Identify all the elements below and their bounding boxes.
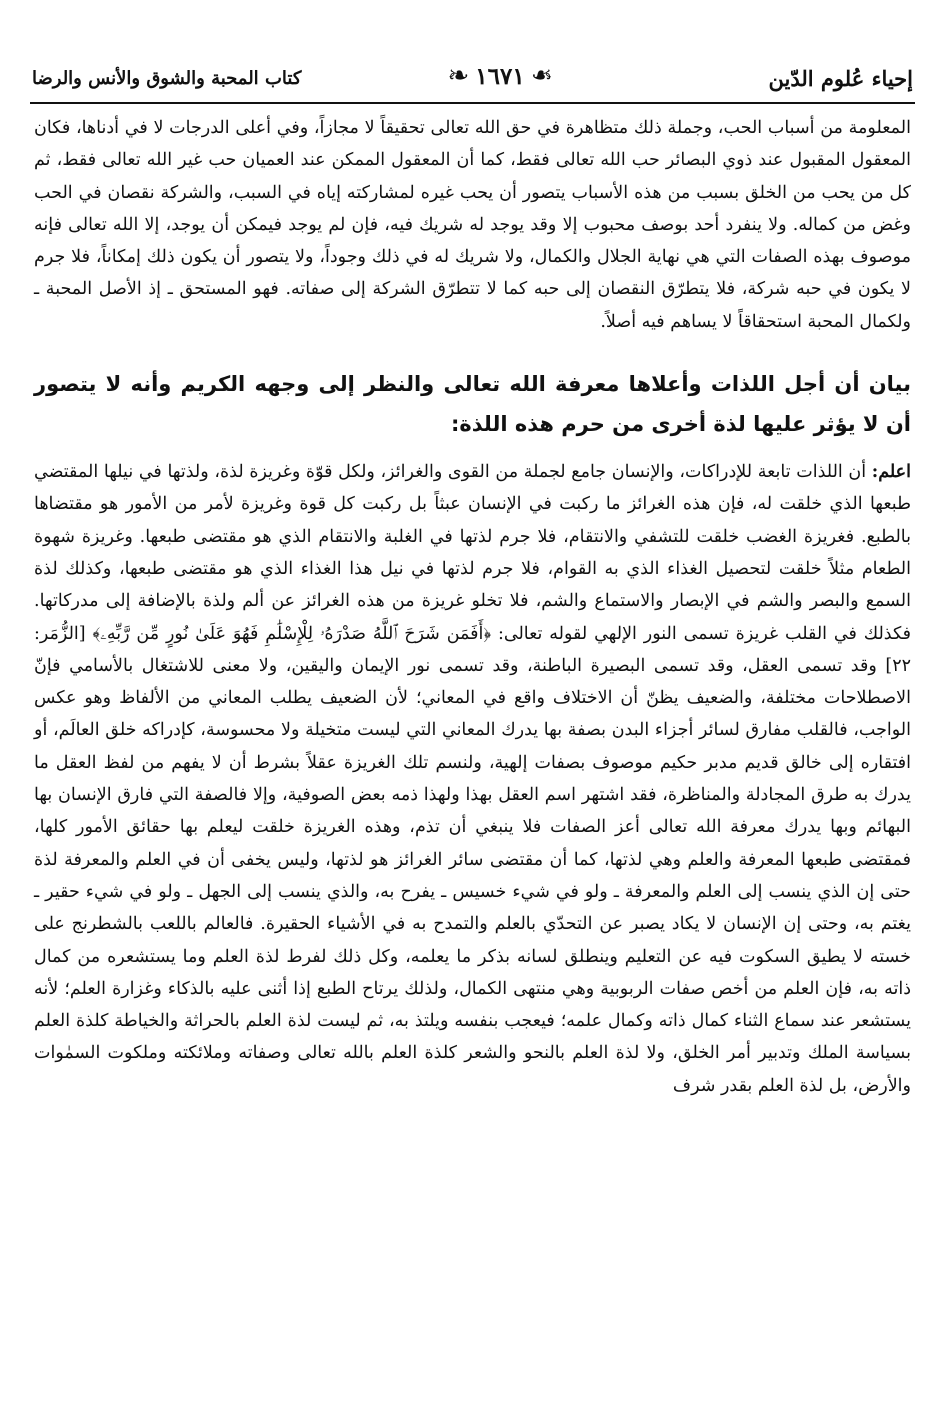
- page-number-block: [430, 56, 570, 96]
- paragraph-2-lead: اعلم:: [871, 462, 911, 483]
- page-body: [34, 112, 911, 1102]
- section-heading: بيان أن أجل اللذات وأعلاها معرفة الله تعالى والنظر إلى وجهه الكريم وأنه لا يتصور أن لا يؤثر عليها لذة أخرى من حرم هذه اللذة:: [34, 372, 911, 437]
- paragraph-2: [34, 456, 911, 1102]
- ornament-right-icon: ❧: [447, 61, 470, 91]
- section-title: كتاب المحبة والشوق والأنس والرضا: [32, 68, 302, 89]
- paragraph-2-text: أن اللذات تابعة للإدراكات، والإنسان جامع لجملة من القوى والغرائز، ولكل قوّة وغريزة لذة، ولذتها في نيلها المقتضي طبعها الذي خلقت له، فإن هذه الغرائز ما ركبت في الإنسان عبثاً بل ركبت كل قوة وغريزة لأمر من الأمور هو مقتضاها بالطبع. فغريزة الغضب خلقت للتشفي والانتقام، فلا جرم لذتها في الغلبة والانتقام الذي هو مقتضى طبعها. وغريزة شهوة الطعام مثلاً خلقت لتحصيل الغذاء الذي به القوام، فلا جرم لذتها في نيل هذا الغذاء الذي هو مقتضى طبعها، وكذلك لذة السمع والبصر والشم في الإبصار والاستماع والشم، فلا تخلو غريزة من هذه الغرائز عن ألم ولذة بالإضافة إلى مدركاتها. فكذلك في القلب غريزة تسمى النور الإلهي لقوله تعالى: ﴿أَفَمَن شَرَحَ ٱللَّهُ صَدْرَهُۥ لِلْإِسْلَٰمِ فَهُوَ عَلَىٰ نُورٍ مِّن رَّبِّهِۦ﴾ [الزُّمَر: ٢٢] وقد تسمى العقل، وقد تسمى البصيرة الباطنة، وقد تسمى نور الإيمان واليقين، ولا معنى للاشتغال بالأسامي فإنّ الاصطلاحات مختلفة، والضعيف يظنّ أن الاختلاف واقع في المعاني؛ لأن الضعيف يطلب المعاني من الألفاظ وهو عكس الواجب، فالقلب مفارق لسائر أجزاء البدن بصفة بها يدرك المعاني التي ليست متخيلة ولا محسوسة، كإدراكه خلق العالَم، أو افتقاره إلى خالق قديم مدبر حكيم موصوف بصفات إلهية، ولنسم تلك الغريزة عقلاً بشرط أن لا يفهم من لفظ العقل ما يدرك به طرق المجادلة والمناظرة، فقد اشتهر اسم العقل بهذا ولهذا ذمه بعض الصوفية، وإلا فالصفة التي فارق الإنسان بها البهائم وبها يدرك معرفة الله تعالى أعز الصفات فلا ينبغي أن تذم، وهذه الغريزة خلقت ليعلم بها حقائق الأمور كلها، فمقتضى طبعها المعرفة والعلم وهي لذتها، كما أن مقتضى سائر الغرائز هو لذتها، وليس يخفى أن في العلم والمعرفة لذة حتى إن الذي ينسب إلى العلم والمعرفة ـ ولو في شيء خسيس ـ يفرح به، والذي ينسب إلى الجهل ـ ولو في شيء حقير ـ يغتم به، وحتى إن الإنسان لا يكاد يصبر عن التحدّي بالعلم والتمدح به في الأشياء الحقيرة. فالعالم باللعب بالشطرنج على خسته لا يطيق السكوت فيه عن التعليم وينطلق لسانه بذكر ما يعلمه، وكل ذلك لفرط لذة العلم وما يستشعره من كمال ذاته به، فإن العلم من أخص صفات الربوبية وهي منتهى الكمال، ولذلك يرتاح الطبع إذا أثنى عليه بالذكاء وغزارة العلم؛ لأنه يستشعر عند سماع الثناء كمال ذاته وكمال علمه؛ فيعجب بنفسه ويلتذ به، ثم ليست لذة العلم بالحراثة والخياطة كلذة العلم بسياسة الملك وتدبير أمر الخلق، ولا لذة العلم بالنحو والشعر كلذة العلم بالله تعالى وصفاته وملائكته وملكوت السمٰوات والأرض، بل لذة العلم بقدر شرف: [34, 462, 911, 1096]
- book-title: إحياء عُلوم الدّين: [768, 66, 913, 91]
- paragraph-1: المعلومة من أسباب الحب، وجملة ذلك متظاهرة في حق الله تعالى تحقيقاً لا مجازاً، وفي أعلى الدرجات لا في أدناها، فكان المعقول المقبول عند ذوي البصائر حب الله تعالى فقط، كما أن المعقول الممكن عند العميان حب غير الله تعالى فقط، ثم كل من يحب من الخلق بسبب من هذه الأسباب يتصور أن يحب غيره لمشاركته إياه في السبب، والشركة نقصان في الحب وغض من كماله. ولا ينفرد أحد بوصف محبوب إلا وقد يوجد له شريك فيه، فإن لم يوجد فيمكن أن يوجد، إلا الله تعالى فإنه موصوف بهذه الصفات التي هي نهاية الجلال والكمال، ولا شريك له في ذلك وجوداً، ولا يتصور أن يكون ذلك إمكاناً، فلا جرم لا يكون في حبه شركة، فلا يتطرّق النقصان إلى حبه كما لا تتطرّق الشركة إلى صفاته. فهو المستحق ـ إذ الأصل المحبة ـ ولكمال المحبة استحقاقاً لا يساهم فيه أصلاً.: [34, 118, 911, 332]
- ornament-left-icon: ❧: [530, 61, 553, 91]
- page-header: [30, 52, 915, 104]
- page-number: ١٦٧١: [475, 62, 525, 90]
